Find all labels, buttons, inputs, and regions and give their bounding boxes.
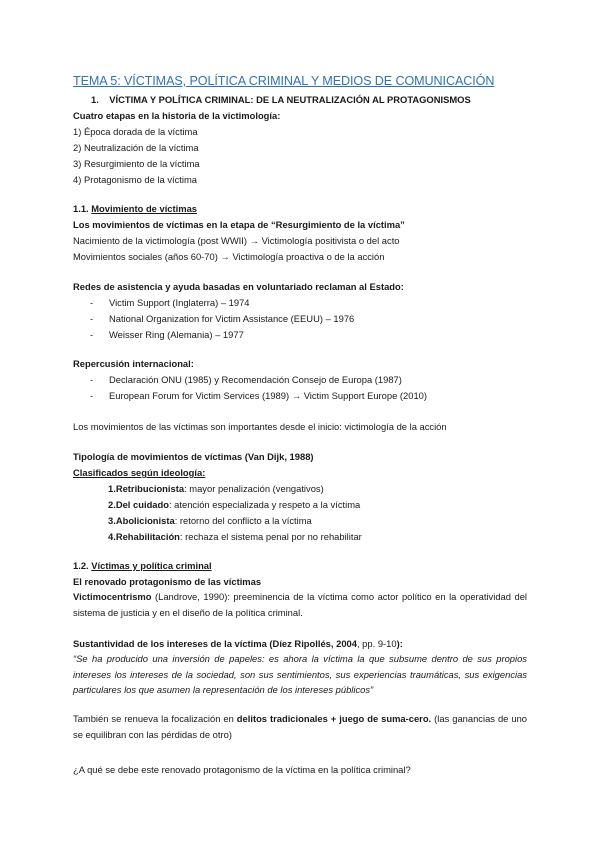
typology-label: Abolicionista — [115, 515, 175, 526]
sustantividad-pages: , pp. 9-10 — [356, 638, 397, 649]
section-1-heading — [91, 94, 471, 106]
stages-heading: Cuatro etapas en la historia de la victimología: — [73, 110, 281, 121]
typology-text: : mayor penalización (vengativos) — [184, 483, 324, 494]
typology-number: 4. — [108, 531, 116, 542]
renueva-post: (las ganancias de uno se equilibran con las pérdidas de otro) — [73, 713, 527, 740]
sustantividad-heading-text: Sustantividad de los intereses de la víctima (Díez Ripollés, — [73, 638, 337, 649]
stage-item: 2) Neutralización de la víctima — [73, 142, 199, 153]
section-1-2-number: 1.2. — [73, 560, 89, 571]
section-1-number: 1. — [91, 94, 99, 105]
victimocentrismo-term: Victimocentrismo — [73, 591, 152, 602]
typology-number: 3. — [108, 515, 116, 526]
section-1-1-number: 1.1. — [73, 203, 89, 214]
dash-bullet: - — [90, 374, 94, 385]
dash-bullet: - — [90, 329, 94, 340]
list-item-text: Declaración ONU (1985) y Recomendación Consejo de Europa (1987) — [109, 374, 402, 385]
sustantividad-heading — [73, 638, 403, 650]
typology-item — [108, 483, 324, 495]
redes-heading: Redes de asistencia y ayuda basadas en voluntariado reclaman al Estado: — [73, 281, 404, 292]
page-title: TEMA 5: VÍCTIMAS, POLÍTICA CRIMINAL Y MEDIOS DE COMUNICACIÓN — [73, 74, 495, 88]
list-item-text: Victim Support (Inglaterra) – 1974 — [109, 297, 250, 308]
sustantividad-quote: “Se ha producido una inversión de papeles: es ahora la víctima la que subsume dentro de sus propios intereses los intereses de la sociedad, son sus sentimientos, sus experiencias traumáticas, sus exigencias particulares los que asumen la representación de los intereses públicos” — [73, 653, 527, 695]
typology-number: 2. — [108, 499, 116, 510]
section-1-2-subheading: El renovado protagonismo de las víctimas — [73, 576, 262, 587]
section-1-2-title: Víctimas y política criminal — [91, 560, 212, 571]
tipologia-subheading: Clasificados según ideología: — [73, 467, 206, 478]
closing-question: ¿A qué se debe este renovado protagonismo de la víctima en la política criminal? — [73, 764, 411, 775]
typology-label: Retribucionista — [115, 483, 185, 494]
section-1-title: VÍCTIMA Y POLÍTICA CRIMINAL: DE LA NEUTRALIZACIÓN AL PROTAGONISMOS — [109, 94, 471, 105]
victimology-birth-line: Nacimiento de la victimología (post WWII) → Victimología positivista o del acto — [73, 235, 400, 246]
victimocentrismo-definition: (Landrove, 1990): preeminencia de la víctima como actor político en la operatividad del sistema de justicia y en el diseño de la política criminal. — [73, 591, 527, 618]
dash-bullet: - — [90, 390, 94, 401]
tipologia-heading: Tipología de movimientos de víctimas (Van Dijk, 1988) — [73, 451, 314, 462]
typology-text: : atención especializada y respeto a la víctima — [168, 499, 361, 510]
sustantividad-tail: ): — [396, 638, 403, 649]
typology-item — [108, 531, 362, 543]
typology-label: Del cuidado — [115, 499, 169, 510]
renueva-pre: También se renueva la focalización en — [73, 713, 237, 724]
renueva-bold: delitos tradicionales + juego de suma-cero. — [236, 713, 432, 724]
repercusion-heading: Repercusión internacional: — [73, 358, 194, 369]
typology-item — [108, 515, 312, 527]
typology-text: : rechaza el sistema penal por no rehabilitar — [179, 531, 362, 542]
social-movements-line: Movimientos sociales (años 60-70) → Victimología proactiva o de la acción — [73, 251, 385, 262]
section-1-1-heading — [73, 203, 197, 215]
typology-number: 1. — [108, 483, 116, 494]
typology-item — [108, 499, 360, 511]
stage-item: 1) Época dorada de la víctima — [73, 126, 198, 137]
list-item-text: Weisser Ring (Alemania) – 1977 — [109, 329, 244, 340]
dash-bullet: - — [90, 313, 94, 324]
victimocentrismo-paragraph — [73, 589, 527, 620]
stage-item: 4) Protagonismo de la víctima — [73, 174, 198, 185]
section-1-1-title: Movimiento de víctimas — [91, 203, 198, 214]
section-1-1-subheading: Los movimientos de víctimas en la etapa de “Resurgimiento de la víctima” — [73, 219, 405, 230]
list-item-text: National Organization for Victim Assistance (EEUU) – 1976 — [109, 313, 355, 324]
dash-bullet: - — [90, 297, 94, 308]
list-item-text: European Forum for Victim Services (1989) → Victim Support Europe (2010) — [109, 390, 428, 401]
section-1-2-heading — [73, 560, 212, 572]
typology-text: : retorno del conflicto a la víctima — [174, 515, 312, 526]
sustantividad-year: 2004 — [336, 638, 357, 649]
stage-item: 3) Resurgimiento de la víctima — [73, 158, 200, 169]
renueva-paragraph — [73, 711, 527, 742]
importance-statement: Los movimientos de las víctimas son importantes desde el inicio: victimología de la acción — [73, 421, 447, 432]
typology-label: Rehabilitación — [115, 531, 180, 542]
